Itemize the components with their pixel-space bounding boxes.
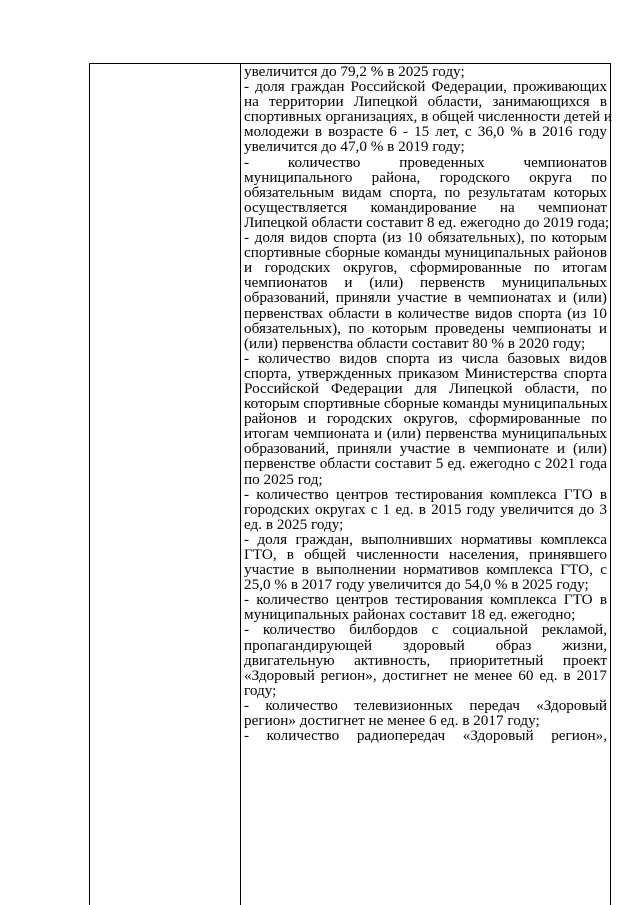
text-line: районов и городских округов, сформированные по	[244, 410, 607, 428]
text-line: 25,0 % в 2017 году увеличится до 54,0 % в 2025 году;	[244, 576, 589, 594]
text-line: пропагандирующей здоровый образ жизни,	[244, 636, 607, 654]
text-line: обязательным видам спорта, по результатам которых	[244, 183, 607, 201]
text-line: спорта, утвержденных приказом Министерства спорта	[244, 364, 607, 382]
text-line: и городских округов, сформированные по итогам	[244, 259, 607, 277]
text-line: участие в выполнении нормативов комплекса ГТО, с	[244, 561, 607, 579]
text-line: - количество телевизионных передач «Здоровый	[244, 696, 607, 714]
text-line: первенстве области составит 5 ед. ежегодно с 2021 года	[244, 455, 607, 473]
text-line: спортивных организациях, в общей численности детей и	[244, 108, 613, 126]
text-line: двигательную активность, приоритетный проект	[244, 651, 607, 669]
right-column-cell	[241, 64, 611, 905]
text-line: - количество билбордов с социальной рекламой,	[244, 621, 607, 639]
text-line: - количество центров тестирования комплекса ГТО в	[244, 591, 607, 609]
text-line: ГТО, в общей численности населения, принявшего	[244, 546, 607, 563]
text-line: молодежи в возрасте 6 - 15 лет, с 36,0 % в 2016 году	[244, 123, 607, 141]
text-line: на территории Липецкой области, занимающихся в	[244, 93, 607, 111]
text-line: чемпионатов и (или) первенств муниципальных	[244, 274, 607, 292]
table-row	[90, 64, 611, 905]
text-line: городских округах с 1 ед. в 2015 году увеличится до 3	[244, 500, 607, 518]
text-line: ед. в 2025 году;	[244, 515, 344, 533]
text-line: - количество радиопередач «Здоровый регион»,	[244, 727, 607, 745]
text-line: Липецкой области составит 8 ед. ежегодно до 2019 года;	[244, 213, 610, 231]
text-line: образований, приняли участие в чемпионате и (или)	[244, 440, 607, 458]
text-line: (или) первенства области составит 80 % в 2020 году;	[244, 334, 586, 352]
text-line: муниципального района, городского округа по	[244, 168, 607, 186]
text-line: спортивные сборные команды муниципальных районов	[244, 244, 607, 262]
text-line: по 2025 год;	[244, 470, 323, 488]
text-line: итогам чемпионата и (или) первенства муниципальных	[244, 425, 607, 443]
text-line: Российской Федерации для Липецкой области, по	[244, 379, 607, 397]
left-column-cell	[90, 64, 241, 905]
text-line: - количество проведенных чемпионатов	[244, 153, 607, 171]
text-line: которым спортивные сборные команды муниципальных	[244, 395, 608, 413]
text-line: - доля видов спорта (из 10 обязательных), по которым	[244, 229, 607, 247]
document-table	[89, 63, 611, 905]
text-line: «Здоровый регион», достигнет не менее 60 ед. в 2017	[244, 666, 607, 684]
text-line: первенствах области в количестве видов спорта (из 10	[244, 304, 607, 322]
text-line: году;	[244, 681, 277, 699]
text-line: муниципальных районах составит 18 ед. ежегодно;	[244, 606, 576, 624]
text-line: - количество центров тестирования комплекса ГТО в	[244, 485, 607, 503]
text-line: - доля граждан, выполнивших нормативы комплекса	[244, 530, 607, 548]
text-line: увеличится до 47,0 % в 2019 году;	[244, 138, 465, 156]
text-line: осуществляется командирование на чемпионат	[244, 198, 607, 216]
text-line: образований, приняли участие в чемпионатах и (или)	[244, 289, 607, 307]
text-line: регион» достигнет не менее 6 ед. в 2017 году;	[244, 712, 540, 730]
text-line: - количество видов спорта из числа базовых видов	[244, 349, 607, 367]
text-line: - доля граждан Российской Федерации, проживающих	[244, 78, 607, 96]
text-line: увеличится до 79,2 % в 2025 году;	[244, 63, 465, 80]
text-line: обязательных), по которым проведены чемпионаты и	[244, 319, 607, 337]
